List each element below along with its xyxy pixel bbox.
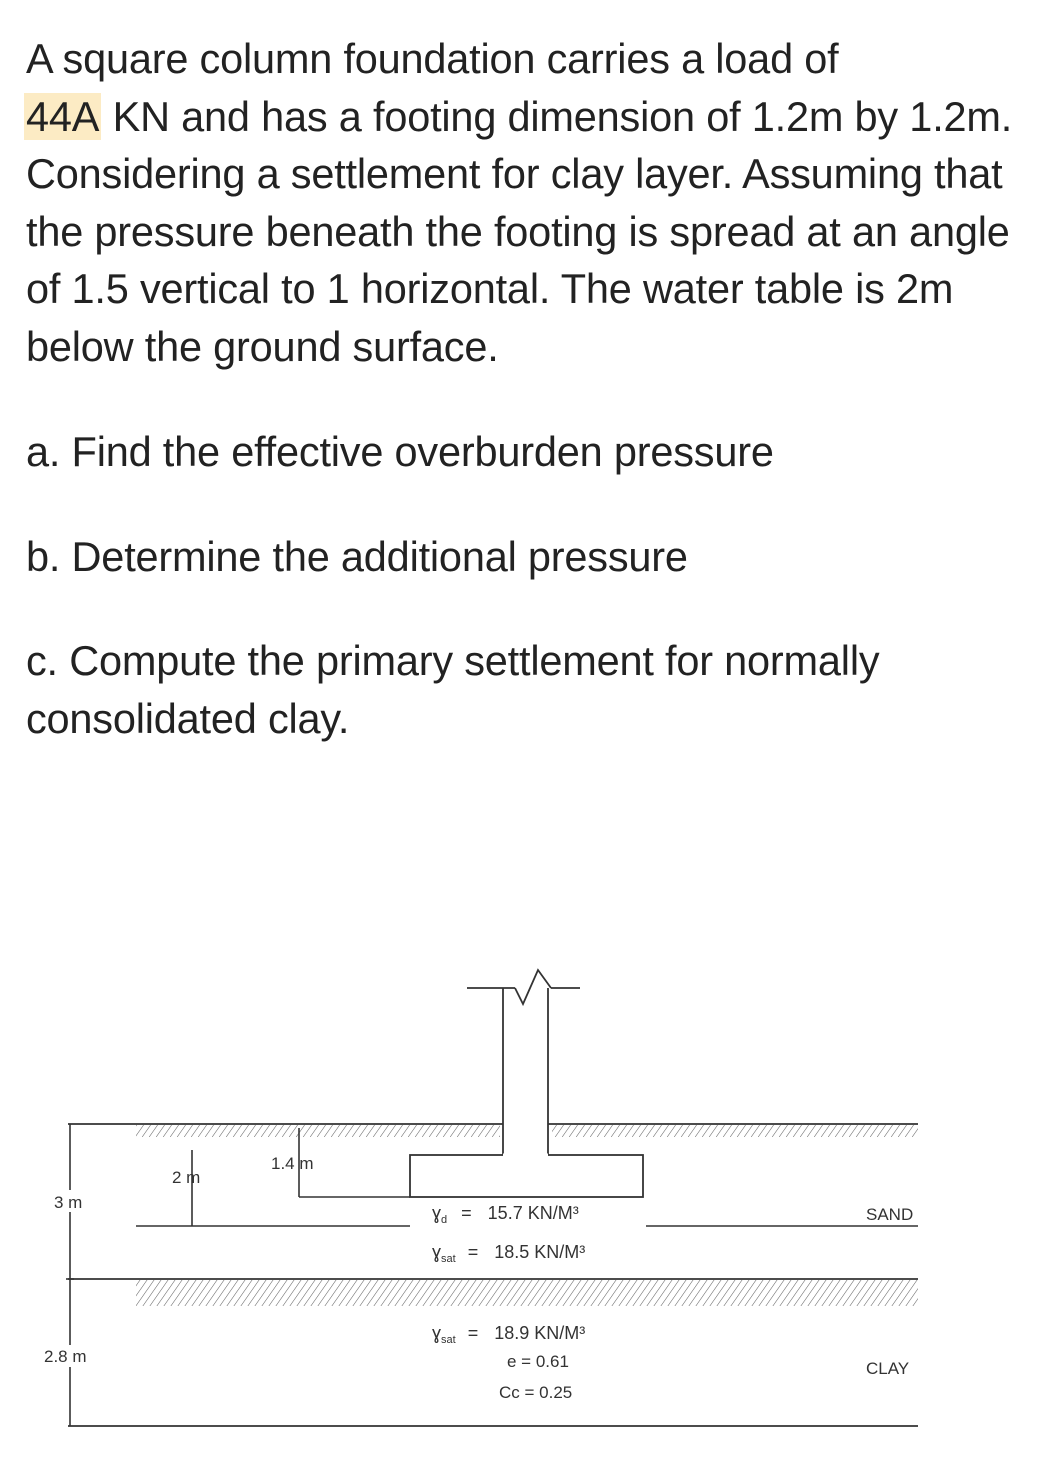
sand-properties	[432, 1203, 585, 1265]
void-ratio-property: e = 0.61	[507, 1352, 569, 1371]
load-value-highlight[interactable]: 44A	[26, 92, 100, 140]
gamma-sat-clay-property: ɣ$_{sat}$ = 18.9 KN/M³	[432, 1323, 586, 1346]
clay-properties	[432, 1323, 585, 1402]
sand-clay-interface	[68, 1279, 918, 1306]
footing-depth-label: 1.4 m	[271, 1154, 314, 1173]
gamma-d-property: ɣ$_d$ = 15.7 KN/M³	[432, 1203, 579, 1226]
clay-label: CLAY	[866, 1359, 910, 1378]
question-a: a. Find the effective overburden pressure	[26, 428, 774, 475]
gamma-sat-sand-property: ɣ$_{sat}$ = 18.5 KN/M³	[432, 1242, 586, 1265]
clay-depth-label: 2.8 m	[44, 1347, 87, 1366]
footing-depth-dimension	[299, 1128, 410, 1197]
question-c: c. Compute the primary settlement for normally consolidated clay.	[26, 637, 880, 742]
ground-hatch-right	[552, 1125, 918, 1137]
water-table-label: 2 m	[172, 1168, 201, 1187]
question-b: b. Determine the additional pressure	[26, 532, 688, 580]
ground-hatch-left	[136, 1125, 500, 1137]
left-depth-dimension	[66, 1124, 74, 1426]
intro-before: A square column foundation carries a load of	[26, 35, 839, 82]
footing	[410, 1155, 643, 1197]
ground-surface	[68, 1124, 918, 1137]
break-zigzag	[515, 970, 551, 1004]
clay-hatch	[136, 1280, 918, 1306]
sand-depth-label: 3 m	[54, 1193, 83, 1212]
sand-label: SAND	[866, 1205, 914, 1224]
intro-after: KN and has a footing dimension of 1.2m by 1.2m. Considering a settlement for clay layer. Assuming that the pressure beneath the footing is spread at an angle of 1.5 vertical to 1 horizontal. The water table is 2m below the ground surface.	[26, 92, 1013, 370]
compression-index-property: Cc = 0.25	[499, 1383, 573, 1402]
